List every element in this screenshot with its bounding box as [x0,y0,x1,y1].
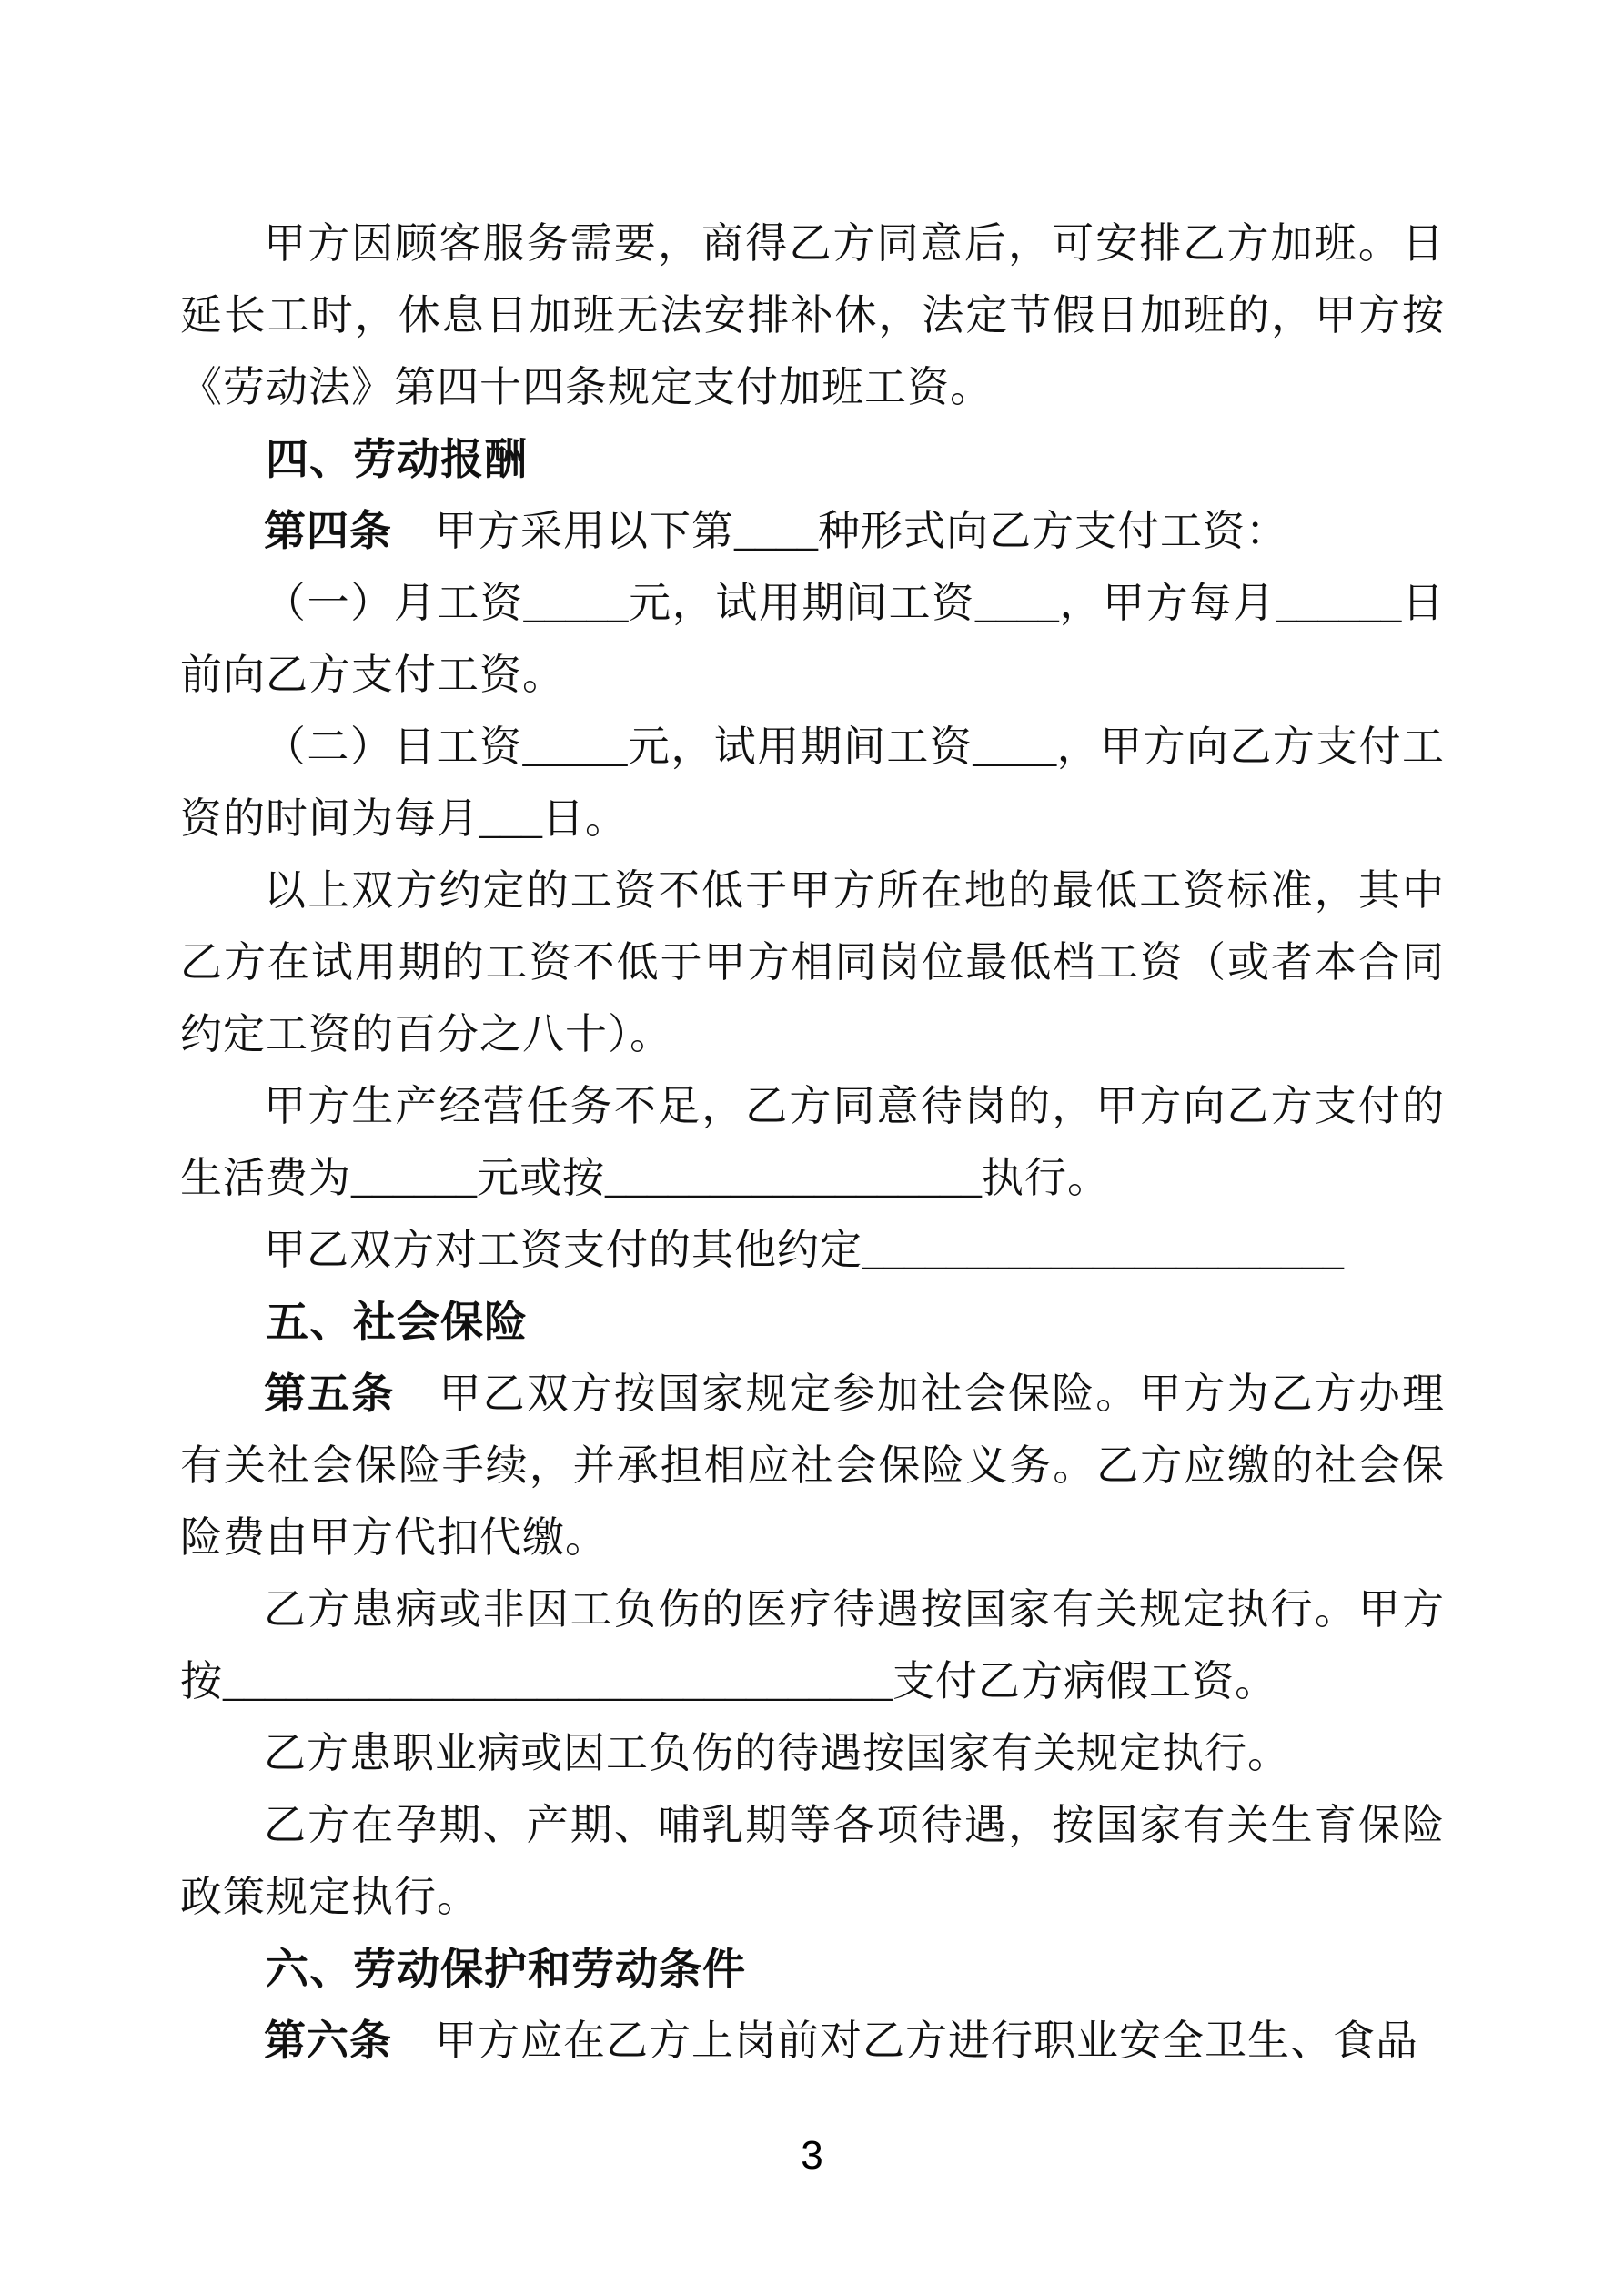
text-run: 甲方采用以下第 [392,508,734,554]
blank-field: _____ [523,580,629,626]
text-run: 支付乙方病假工资。 [893,1658,1277,1704]
paragraph [180,2005,1445,2077]
text-run: 乙方患病或非因工负伤的医疗待遇按国家有关规定执行。甲方按 [180,1586,1445,1704]
paragraph [180,855,1445,1070]
paragraph [180,567,1445,711]
text-run: 甲方生产经营任务不足，乙方同意待岗的，甲方向乙方支付的生活费为 [180,1083,1445,1201]
paragraph [180,1358,1445,1573]
blank-field: ________________________________ [223,1658,893,1704]
paragraph [180,1214,1445,1286]
blank-field: _______________________ [862,1227,1344,1273]
clause-label: 第五条 [264,1370,396,1417]
text-run: 日前向乙方支付工资。 [180,580,1446,698]
clause-label: 第六条 [264,2017,392,2064]
blank-field: ____ [974,580,1059,626]
paragraph [180,207,1445,423]
text-run: 乙方患职业病或因工负伤的待遇按国家有关规定执行。 [264,1730,1290,1776]
page-number: 3 [801,2133,823,2178]
text-run: 元或按 [477,1155,605,1201]
paragraph [180,495,1445,567]
text-run: （二）日工资 [264,723,523,770]
blank-field: ____ [973,723,1057,770]
text-run: 种形式向乙方支付工资： [818,508,1288,554]
text-run: 以上双方约定的工资不低于甲方所在地的最低工资标准，其中乙方在试用期的工资不低于甲方相同岗位最低档工资（或者本合同约定工资的百分之八十）。 [180,867,1445,1057]
text-run: 甲方应在乙方上岗前对乙方进行职业安全卫生、食品 [392,2018,1418,2064]
text-run: 日。 [542,795,628,842]
document-body [180,207,1445,2077]
text-run: 执行。 [982,1155,1110,1201]
text-run: ，甲方向乙方支付工资的时间为每月 [180,723,1446,842]
text-run: 六、劳动保护和劳动条件 [266,1945,746,1993]
text-run: ，甲方每月 [1058,580,1276,626]
section-heading [180,423,1445,495]
clause-label: 第四条 [264,507,392,554]
text-run: 甲乙双方按国家规定参加社会保险。甲方为乙方办理有关社会保险手续，并承担相应社会保险义务。乙方应缴的社会保险费由甲方代扣代缴。 [180,1371,1446,1561]
section-heading [180,1286,1445,1358]
text-run: 元，试用期间工资 [627,723,973,770]
paragraph [180,711,1445,855]
text-run: 乙方在孕期、产期、哺乳期等各项待遇，按国家有关生育保险政策规定执行。 [180,1802,1445,1920]
blank-field: _____ [522,723,628,770]
paragraph [180,1717,1445,1789]
blank-field: __________________ [605,1155,982,1201]
text-run: 五、社会保险 [266,1298,528,1346]
blank-field: ______ [1276,580,1402,626]
paragraph [180,1573,1445,1717]
blank-field: ___ [479,795,542,842]
paragraph [180,1070,1445,1214]
text-run: 元，试用期间工资 [628,580,975,626]
blank-field: ____ [734,508,818,554]
blank-field: ______ [351,1155,477,1201]
text-run: （一）月工资 [264,580,524,626]
paragraph [180,1789,1445,1933]
text-run: 甲方因顾客服务需要，商得乙方同意后，可安排乙方加班。日延长工时，休息日加班无法安排补休，法定节假日加班的，甲方按《劳动法》第四十四条规定支付加班工资。 [180,220,1445,410]
text-run: 甲乙双方对工资支付的其他约定 [264,1227,862,1273]
section-heading [180,1933,1445,2005]
text-run: 四、劳动报酬 [266,435,528,483]
